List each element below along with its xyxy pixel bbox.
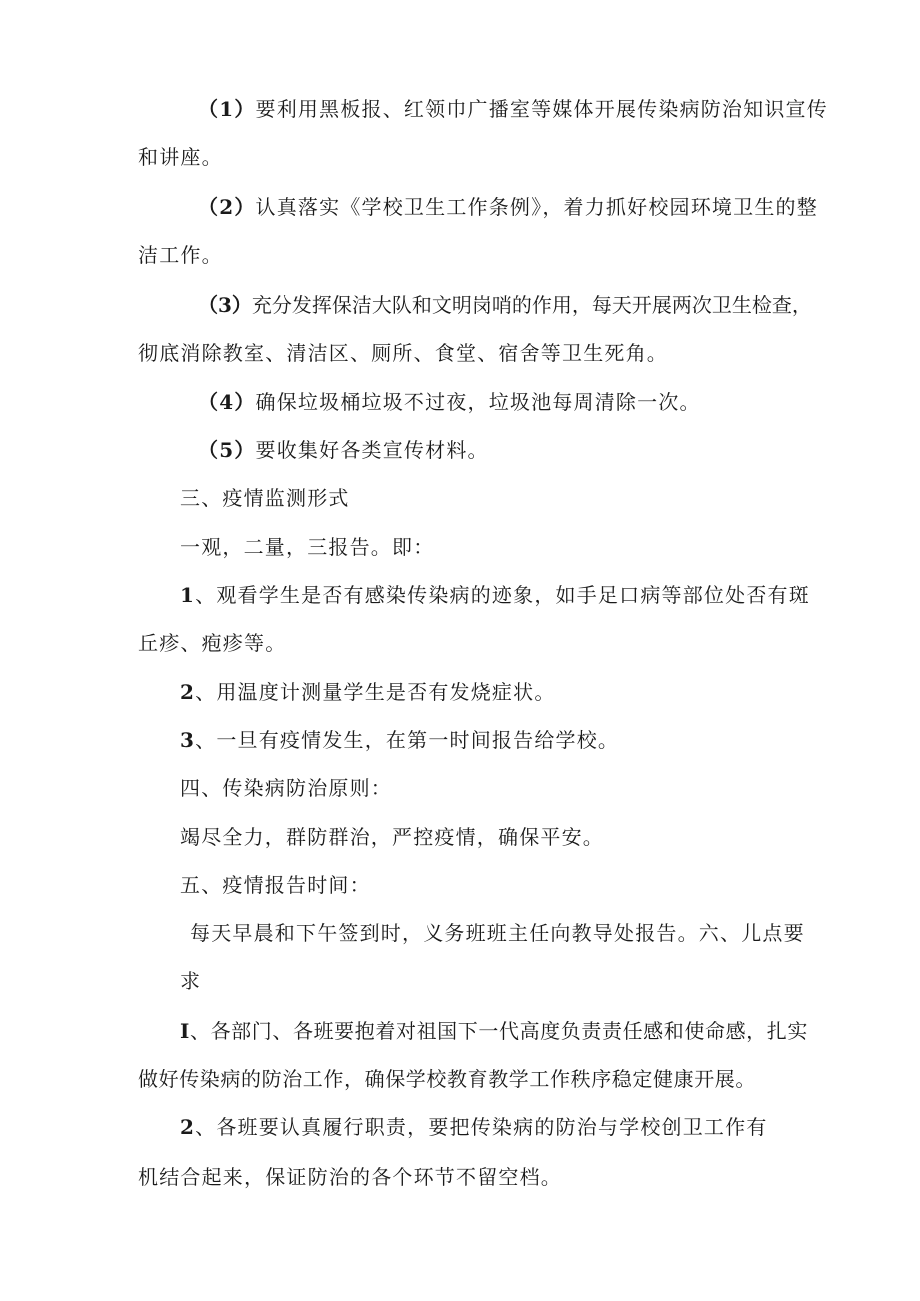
section-3-item-1-line-1 — [180, 581, 810, 609]
paragraph-2-number: （2） — [198, 195, 256, 219]
section-3-title: 三、疫情监测形式 — [180, 486, 350, 510]
section-5-text-line-1: 每天早晨和下午签到时，义务班班主任向教导处报告。六、儿点要 — [190, 921, 805, 945]
section-3-intro: 一观，二量，三报告。即： — [180, 535, 435, 559]
paragraph-4-text: 确保垃圾桶垃圾不过夜，垃圾池每周清除一次。 — [255, 390, 701, 414]
paragraph-3-number: （3） — [198, 293, 252, 317]
paragraph-5-line-1 — [198, 436, 489, 464]
section-3-item-2-text: 、用温度计测量学生是否有发烧症状。 — [195, 680, 556, 704]
section-3-item-3-text: 、一旦有疫情发生，在第一时间报告给学校。 — [195, 728, 620, 752]
section-5-text-line-2: 求 — [180, 969, 202, 993]
paragraph-2-line-2: 洁工作。 — [138, 243, 223, 267]
section-3-item-1-line-2: 丘疹、疱疹等。 — [138, 631, 287, 655]
paragraph-3-line-1 — [198, 291, 812, 319]
section-3-item-3-line-1 — [180, 726, 619, 754]
paragraph-5-number: （5） — [198, 438, 256, 462]
paragraph-5-text: 要收集好各类宣传材料。 — [255, 438, 489, 462]
section-6-item-2-text: 、各班要认真履行职责，要把传染病的防治与学校创卫工作有 — [195, 1115, 768, 1139]
paragraph-1-text: 要利用黑板报、红领巾广播室等媒体开展传染病防治知识宣传 — [255, 97, 828, 121]
paragraph-2-text: 认真落实《学校卫生工作条例》，着力抓好校园环境卫生的整 — [255, 195, 818, 219]
section-6-item-2-line-2: 机结合起来，保证防治的各个环节不留空档。 — [138, 1165, 562, 1189]
section-3-item-2-number: 2 — [180, 680, 196, 704]
section-6-item-1-line-2: 做好传染病的防治工作，确保学校教育教学工作秩序稳定健康开展。 — [138, 1067, 756, 1091]
section-3-item-1-number: 1 — [180, 583, 196, 607]
section-4-text: 竭尽全力，群防群治，严控疫情，确保平安。 — [180, 825, 604, 849]
section-6-item-1-text: 、各部门、各班要抱着对祖国下一代高度负责责任感和使命感，扎实 — [189, 1019, 808, 1043]
paragraph-3-line-2: 彻底消除教室、清洁区、厕所、食堂、宿舍等卫生死角。 — [138, 341, 668, 365]
section-3-item-3-number: 3 — [180, 728, 196, 752]
section-4-title: 四、传染病防治原则： — [180, 776, 392, 800]
section-6-item-1-number: I — [180, 1019, 190, 1043]
paragraph-4-line-1 — [198, 388, 701, 416]
section-5-title: 五、疫情报告时间： — [180, 873, 371, 897]
section-3-item-1-text: 、观看学生是否有感染传染病的迹象，如手足口病等部位处否有斑 — [195, 583, 810, 607]
section-6-item-2-number: 2 — [180, 1115, 196, 1139]
paragraph-2-line-1 — [198, 193, 818, 221]
paragraph-3-text: 充分发挥保洁大队和文明岗哨的作用，每天开展两次卫生检查， — [251, 293, 812, 317]
paragraph-4-number: （4） — [198, 390, 256, 414]
section-6-item-2-line-1 — [180, 1113, 768, 1141]
paragraph-1-line-2: 和讲座。 — [138, 145, 223, 169]
paragraph-1-number: （1） — [198, 97, 256, 121]
section-6-item-1-line-1 — [180, 1017, 808, 1045]
section-3-item-2-line-1 — [180, 678, 556, 706]
paragraph-1-line-1 — [198, 95, 828, 123]
